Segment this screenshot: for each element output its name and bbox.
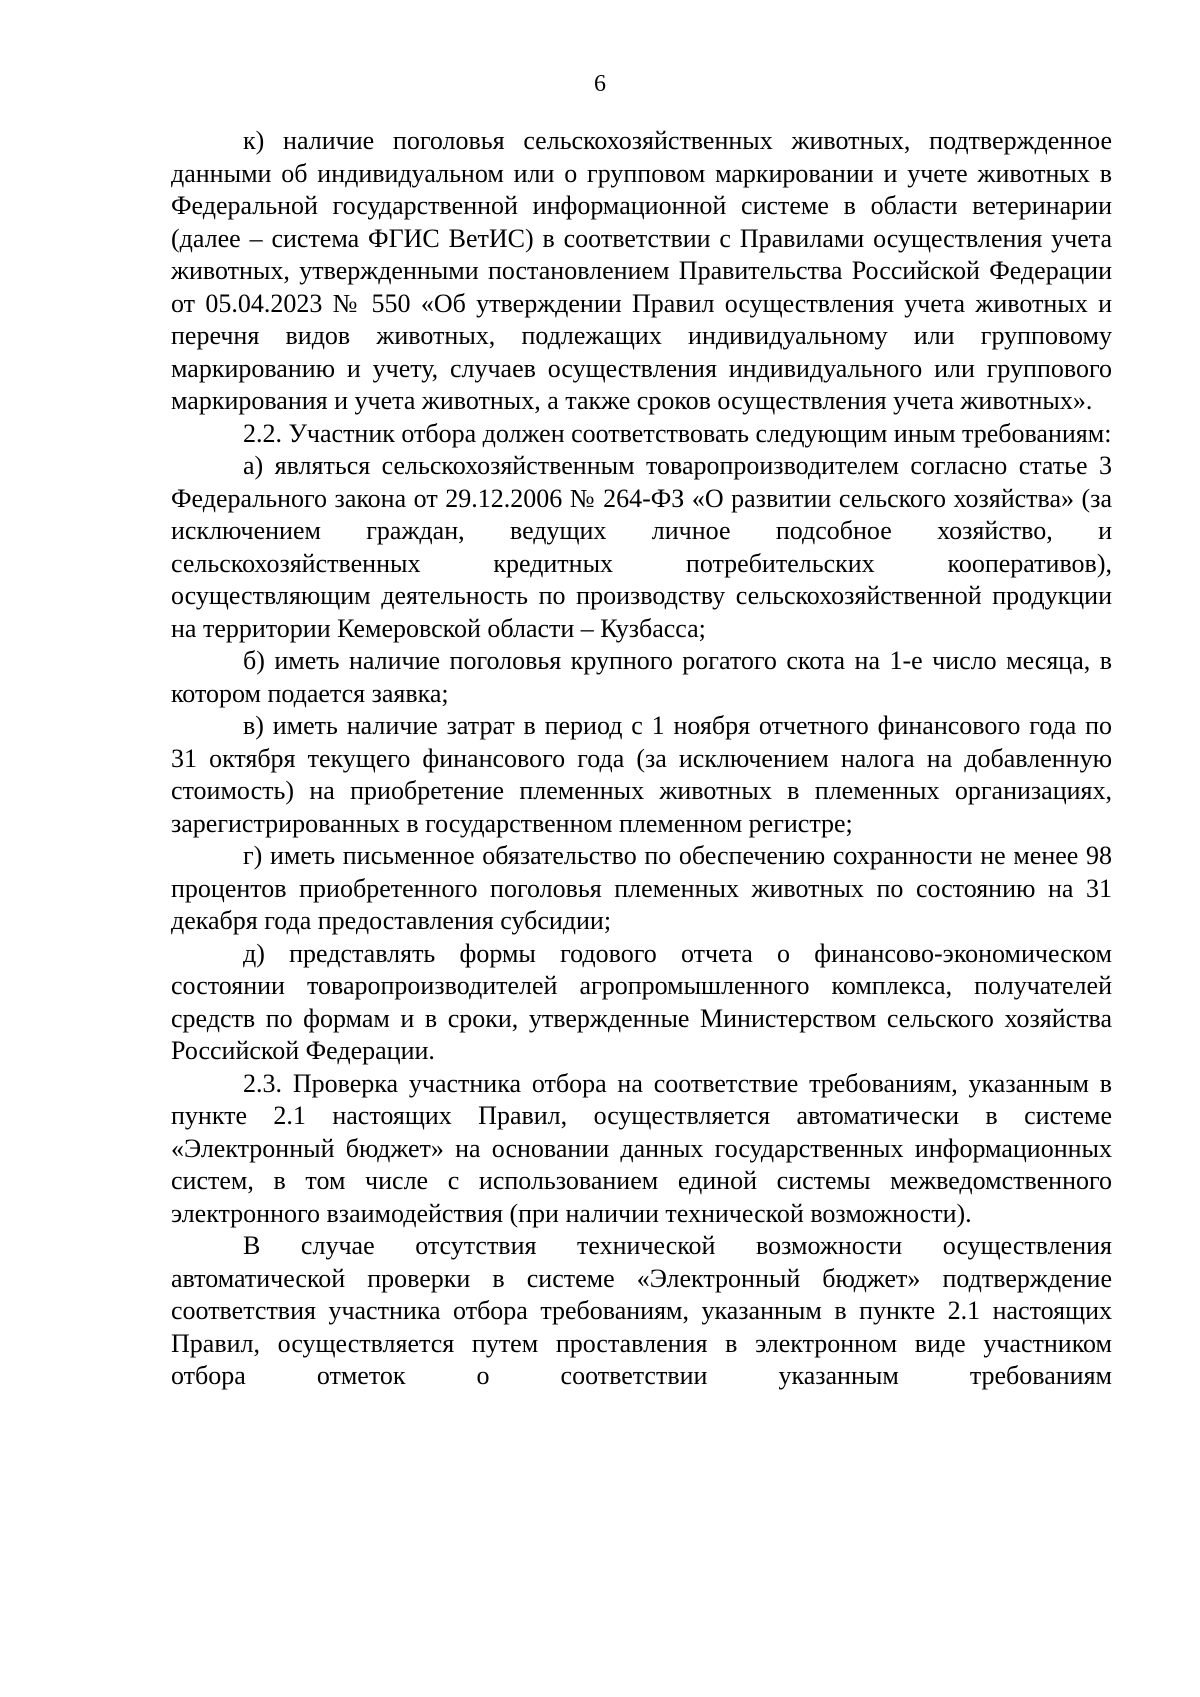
paragraph-no-technical-possibility: В случае отсутствия технической возможности осуществления автоматической проверки в системе «Электронный бюджет» подтверждение соответствия участника отбора требованиям, указанным в пункте 2.1 настоящих Правил, осуществляется путем проставления в электронном виде участником отбора отметок о соответствии указанным требованиям bbox=[171, 1231, 1112, 1390]
paragraph-item-k: к) наличие поголовья сельскохозяйственных животных, подтвержденное данными об индивидуальном или о групповом маркировании и учете животных в Федеральной государственной информационной системе в области ветеринарии (далее – система ФГИС ВетИС) в соответствии с Правилами осуществления учета животных, утвержденными постановлением Правительства Российской Федерации от 05.04.2023 № 550 «Об утверждении Правил осуществления учета животных и перечня видов животных, подлежащих индивидуальному или групповому маркированию и учету, случаев осуществления индивидуального или группового маркирования и учета животных, а также сроков осуществления учета животных». bbox=[171, 126, 1112, 415]
paragraph-section-2-3: 2.3. Проверка участника отбора на соответствие требованиям, указанным в пункте 2.1 настоящих Правил, осуществляется автоматически в системе «Электронный бюджет» на основании данных государственных информационных систем, в том числе с использованием единой системы межведомственного электронного взаимодействия (при наличии технической возможности). bbox=[171, 1068, 1112, 1228]
paragraph-item-g: г) иметь письменное обязательство по обеспечению сохранности не менее 98 процентов приобретенного поголовья племенных животных по состоянию на 31 декабря года предоставления субсидии; bbox=[171, 841, 1112, 935]
paragraph-item-a: а) являться сельскохозяйственным товаропроизводителем согласно статье 3 Федерального закона от 29.12.2006 № 264-ФЗ «О развитии сельского хозяйства» (за исключением граждан, ведущих личное подсобное хозяйство, и сельскохозяйственных кредитных потребительских кооперативов), осуществляющим деятельность по производству сельскохозяйственной продукции на территории Кемеровской области – Кузбасса; bbox=[171, 451, 1112, 643]
paragraph-item-d: д) представлять формы годового отчета о финансово-экономическом состоянии товаропроизводителей агропромышленного комплекса, получателей средств по формам и в сроки, утвержденные Министерством сельского хозяйства Российской Федерации. bbox=[171, 938, 1112, 1065]
paragraph-item-b: б) иметь наличие поголовья крупного рогатого скота на 1-е число месяца, в котором подается заявка; bbox=[171, 646, 1112, 708]
page-number: 6 bbox=[594, 71, 606, 97]
paragraph-item-v: в) иметь наличие затрат в период с 1 ноября отчетного финансового года по 31 октября текущего финансового года (за исключением налога на добавленную стоимость) на приобретение племенных животных в племенных организациях, зарегистрированных в государственном племенном регистре; bbox=[171, 711, 1112, 838]
paragraph-section-2-2: 2.2. Участник отбора должен соответствовать следующим иным требованиям: bbox=[243, 418, 1112, 448]
document-body bbox=[171, 125, 1112, 1393]
